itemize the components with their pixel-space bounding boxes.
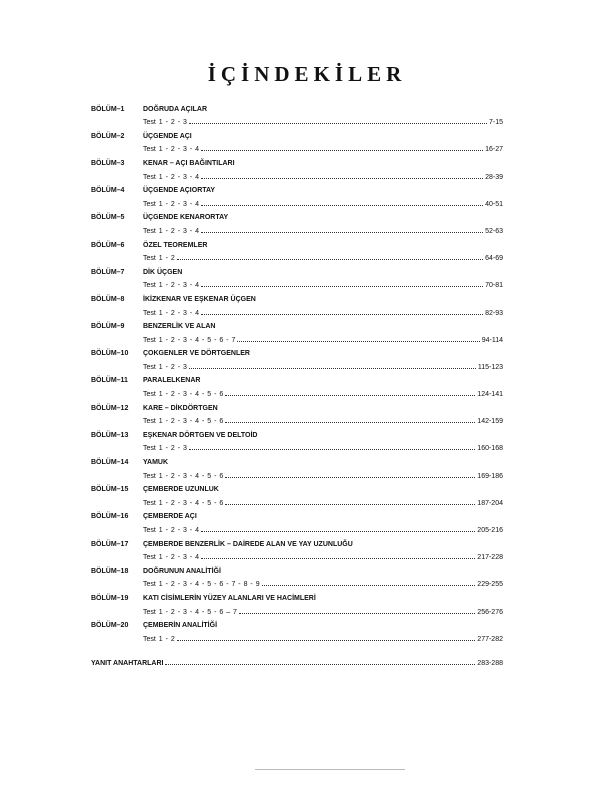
chapter-number: BÖLÜM–14 (91, 459, 129, 467)
chapter-entry (91, 289, 503, 316)
chapter-entry (91, 153, 503, 180)
test-list: Test 1 - 2 - 3 - 4 (143, 309, 200, 317)
test-list: Test 1 - 2 - 3 - 4 (143, 200, 200, 208)
page-range: 82-93 (485, 309, 503, 317)
page-range: 70-81 (485, 282, 503, 290)
page-range: 160-168 (477, 445, 503, 453)
dot-leader (177, 639, 476, 641)
dot-leader (189, 367, 476, 369)
test-list: Test 1 - 2 - 3 - 4 - 5 - 6 (143, 391, 224, 399)
dot-leader (201, 530, 475, 532)
answer-keys-entry (91, 660, 503, 667)
chapter-entry (91, 344, 503, 371)
dot-leader (201, 285, 483, 287)
chapter-number: BÖLÜM–9 (91, 323, 125, 331)
page-range: 187-204 (477, 499, 503, 507)
test-list: Test 1 - 2 - 3 (143, 119, 187, 127)
chapter-number: BÖLÜM–12 (91, 404, 129, 412)
answer-keys-label: YANIT ANAHTARLARI (91, 660, 164, 667)
chapter-title: ÇOKGENLER VE DÖRTGENLER (143, 350, 250, 358)
chapter-number: BÖLÜM–4 (91, 187, 125, 195)
test-list: Test 1 - 2 - 3 - 4 (143, 282, 200, 290)
chapter-entry (91, 561, 503, 588)
test-list: Test 1 - 2 - 3 (143, 445, 187, 453)
page-range: 217-228 (477, 554, 503, 562)
chapter-number: BÖLÜM–11 (91, 377, 128, 385)
dot-leader (201, 177, 483, 179)
chapter-number: BÖLÜM–3 (91, 159, 125, 167)
page-range: 7-15 (488, 119, 503, 127)
chapter-entry (91, 262, 503, 289)
test-list: Test 1 - 2 (143, 635, 175, 643)
dot-leader (201, 231, 483, 233)
dot-leader (189, 448, 475, 450)
chapter-entry (91, 534, 503, 561)
chapter-entry (91, 181, 503, 208)
test-list: Test 1 - 2 - 3 - 4 (143, 146, 200, 154)
chapter-title: ÇEMBERİN ANALİTİĞİ (143, 622, 218, 630)
dot-leader (225, 476, 475, 478)
chapter-number: BÖLÜM–19 (91, 594, 129, 602)
dot-leader (201, 149, 483, 151)
page-range: 277-282 (477, 635, 503, 643)
dot-leader (201, 313, 483, 315)
test-list: Test 1 - 2 - 3 - 4 - 5 - 6 (143, 499, 224, 507)
chapter-number: BÖLÜM–8 (91, 295, 125, 303)
test-list: Test 1 - 2 - 3 - 4 (143, 227, 200, 235)
chapter-number: BÖLÜM–6 (91, 241, 125, 249)
chapter-entry (91, 317, 503, 344)
chapter-number: BÖLÜM–20 (91, 622, 129, 630)
answer-keys-pages: 283-288 (477, 660, 503, 667)
dot-leader (239, 612, 475, 614)
chapter-entry (91, 452, 503, 479)
dot-leader (201, 204, 483, 206)
page-range: 94-114 (481, 336, 503, 344)
chapter-number: BÖLÜM–10 (91, 350, 129, 358)
page-range: 229-255 (477, 581, 503, 589)
chapter-title: ÜÇGENDE AÇIORTAY (143, 187, 216, 195)
chapter-title: KENAR – AÇI BAĞINTILARI (143, 159, 235, 167)
chapter-number: BÖLÜM–5 (91, 214, 125, 222)
chapter-title: KATI CİSİMLERİN YÜZEY ALANLARI VE HACİMLERİ (143, 594, 316, 602)
test-list: Test 1 - 2 - 3 (143, 363, 187, 371)
chapter-title: KARE – DİKDÖRTGEN (143, 404, 218, 412)
dot-leader (201, 557, 475, 559)
test-list: Test 1 - 2 - 3 - 4 (143, 554, 200, 562)
chapter-entry (91, 235, 503, 262)
page-range: 256-276 (477, 608, 503, 616)
footer-divider (255, 769, 405, 770)
page-range: 64-69 (485, 255, 503, 263)
page-title: İÇİNDEKİLER (207, 62, 407, 86)
chapter-title: EŞKENAR DÖRTGEN VE DELTOİD (143, 431, 258, 439)
chapter-title: ÇEMBERDE AÇI (143, 513, 197, 521)
chapter-title: ÇEMBERDE BENZERLİK – DAİREDE ALAN VE YAY UZUNLUĞU (143, 540, 353, 548)
dot-leader (165, 663, 475, 665)
chapter-number: BÖLÜM–15 (91, 486, 129, 494)
page-range: 16-27 (485, 146, 503, 154)
chapter-entry (91, 588, 503, 615)
chapter-title: ÜÇGENDE AÇI (143, 132, 192, 140)
page-range: 205-216 (477, 527, 503, 534)
chapter-title: ÇEMBERDE UZUNLUK (143, 486, 219, 494)
chapter-entry (91, 126, 503, 153)
dot-leader (262, 584, 476, 586)
test-list: Test 1 - 2 - 3 - 4 - 5 - 6 (143, 418, 224, 426)
test-list: Test 1 - 2 - 3 - 4 - 5 - 6 – 7 (143, 608, 237, 616)
chapter-title: ÜÇGENDE KENARORTAY (143, 214, 229, 222)
page-range: 142-159 (477, 418, 503, 426)
chapter-entry (91, 425, 503, 452)
chapter-number: BÖLÜM–16 (91, 513, 129, 521)
page-range: 124-141 (477, 391, 503, 399)
chapter-title: YAMUK (143, 459, 169, 467)
chapter-entry (91, 507, 503, 534)
chapter-title: İKİZKENAR VE EŞKENAR ÜÇGEN (143, 295, 256, 303)
test-list: Test 1 - 2 - 3 - 4 - 5 - 6 - 7 (143, 336, 236, 344)
chapter-entry (91, 616, 503, 643)
chapter-entry (91, 99, 503, 126)
table-of-contents (91, 99, 503, 643)
chapter-entry (91, 480, 503, 507)
dot-leader (225, 503, 475, 505)
page-range: 28-39 (485, 173, 503, 181)
chapter-number: BÖLÜM–2 (91, 132, 125, 140)
dot-leader (225, 421, 475, 423)
chapter-title: PARALELKENAR (143, 377, 201, 385)
test-list: Test 1 - 2 - 3 - 4 - 5 - 6 (143, 472, 224, 480)
chapter-entry (91, 398, 503, 425)
test-list: Test 1 - 2 - 3 - 4 (143, 173, 200, 181)
chapter-title: DİK ÜÇGEN (143, 268, 183, 276)
chapter-title: ÖZEL TEOREMLER (143, 241, 208, 249)
test-list: Test 1 - 2 - 3 - 4 - 5 - 6 - 7 - 8 - 9 (143, 581, 260, 589)
chapter-number: BÖLÜM–13 (91, 431, 129, 439)
test-list: Test 1 - 2 - 3 - 4 (143, 527, 200, 534)
page-range: 115-123 (477, 363, 503, 371)
chapter-title: DOĞRUDA AÇILAR (143, 105, 208, 113)
page-range: 52-63 (485, 227, 503, 235)
chapter-entry (91, 371, 503, 398)
dot-leader (225, 394, 475, 396)
chapter-number: BÖLÜM–18 (91, 567, 129, 575)
chapter-number: BÖLÜM–7 (91, 268, 125, 276)
dot-leader (177, 258, 483, 260)
chapter-number: BÖLÜM–17 (91, 540, 129, 548)
chapter-number: BÖLÜM–1 (91, 105, 125, 113)
test-list: Test 1 - 2 (143, 255, 175, 263)
page-range: 169-186 (477, 472, 503, 480)
page-range: 40-51 (485, 200, 503, 208)
dot-leader (237, 340, 479, 342)
chapter-title: BENZERLİK VE ALAN (143, 323, 216, 331)
chapter-entry (91, 208, 503, 235)
chapter-title: DOĞRUNUN ANALİTİĞİ (143, 567, 221, 575)
dot-leader (189, 122, 487, 124)
